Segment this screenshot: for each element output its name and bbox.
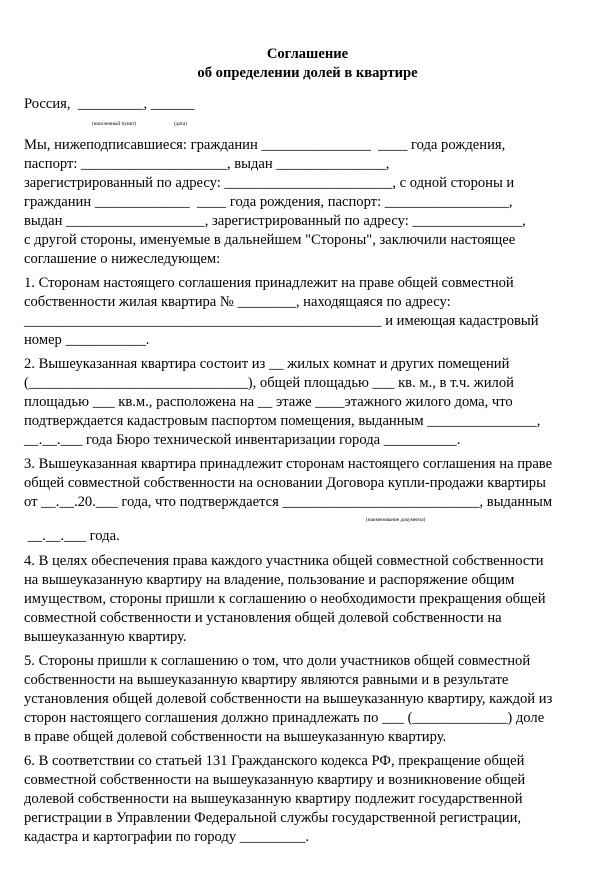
text-line: выдан ___________________, зарегистрированный по адресу: _______________,	[24, 213, 526, 229]
text-line: долевой собственности на вышеуказанную квартиру подлежит государственной	[24, 791, 523, 807]
text-line: регистрации в Управлении Федеральной службы государственной регистрации,	[24, 810, 522, 826]
text-line: __.__.___ года Бюро технической инвентаризации города __________.	[24, 432, 461, 448]
document-title: Соглашение	[266, 46, 349, 62]
text-line: вышеуказанную квартиру.	[24, 629, 187, 645]
text-line: номер ___________.	[24, 332, 150, 348]
text-line: зарегистрированный по адресу: _______________________, с одной стороны и	[24, 175, 515, 191]
text-line: на вышеуказанную квартиру на владение, пользование и распоряжение общим	[24, 572, 515, 588]
text-line: 6. В соответствии со статьей 131 Гражданского кодекса РФ, прекращение общей	[24, 753, 525, 769]
text-line: площадью ___ кв.м., расположена на __ этаже ____этажного жилого дома, что	[24, 394, 513, 410]
date-hint: (дата)	[174, 121, 187, 127]
text-line: _________________________________________________ и имеющая кадастровый	[24, 313, 539, 329]
document-name-hint: (наименование документа)	[366, 517, 426, 523]
text-line: общей совместной собственности на основании Договора купли-продажи квартиры	[24, 475, 546, 491]
text-line: кадастра и картографии по городу _________.	[24, 829, 310, 845]
text-line: (______________________________), общей площадью ___ кв. м., в т.ч. жилой	[24, 375, 514, 391]
text-line: 2. Вышеуказанная квартира состоит из __ жилых комнат и других помещений	[24, 356, 510, 372]
text-line: __.__.___ года.	[24, 528, 120, 544]
text-line: от __.__.20.___ года, что подтверждается ___________________________, выданным	[24, 494, 553, 510]
text-line: 4. В целях обеспечения права каждого участника общей совместной собственности	[24, 553, 544, 569]
text-line: имуществом, стороны пришли к соглашению о необходимости прекращения общей	[24, 591, 546, 607]
text-line: подтверждается кадастровым паспортом помещения, выданным _______________,	[24, 413, 541, 429]
text-line: сторон настоящего соглашения должно принадлежать по ___ (_____________) доле	[24, 710, 545, 726]
text-line: гражданин _____________ ____ года рождения, паспорт: _________________,	[24, 194, 513, 210]
place-date-line: Россия, _________, ______	[24, 96, 195, 112]
text-line: соглашение о нижеследующем:	[24, 251, 221, 267]
text-line: собственности на вышеуказанную квартиру являются равными и в результате	[24, 672, 509, 688]
text-line: собственности жилая квартира № ________, находящаяся по адресу:	[24, 294, 451, 310]
text-line: 3. Вышеуказанная квартира принадлежит сторонам настоящего соглашения на праве	[24, 456, 553, 472]
text-line: паспорт: ____________________, выдан _______________,	[24, 156, 390, 172]
text-line: Мы, нижеподписавшиеся: гражданин _______________ ____ года рождения,	[24, 137, 506, 153]
text-line: совместной собственности на вышеуказанную квартиру и возникновение общей	[24, 772, 526, 788]
text-line: с другой стороны, именуемые в дальнейшем "Стороны", заключили настоящее	[24, 232, 516, 248]
place-hint: (населенный пункт)	[92, 121, 137, 127]
text-line: совместной собственности и установления общей долевой собственности на	[24, 610, 502, 626]
document-subtitle: об определении долей в квартире	[197, 65, 418, 81]
text-line: в праве общей долевой собственности на вышеуказанную квартиру.	[24, 729, 447, 745]
text-line: 5. Стороны пришли к соглашению о том, что доли участников общей совместной	[24, 653, 531, 669]
text-line: установления общей долевой собственности на вышеуказанную квартиру, каждой из	[24, 691, 553, 707]
text-line: 1. Сторонам настоящего соглашения принадлежит на праве общей совместной	[24, 275, 514, 291]
